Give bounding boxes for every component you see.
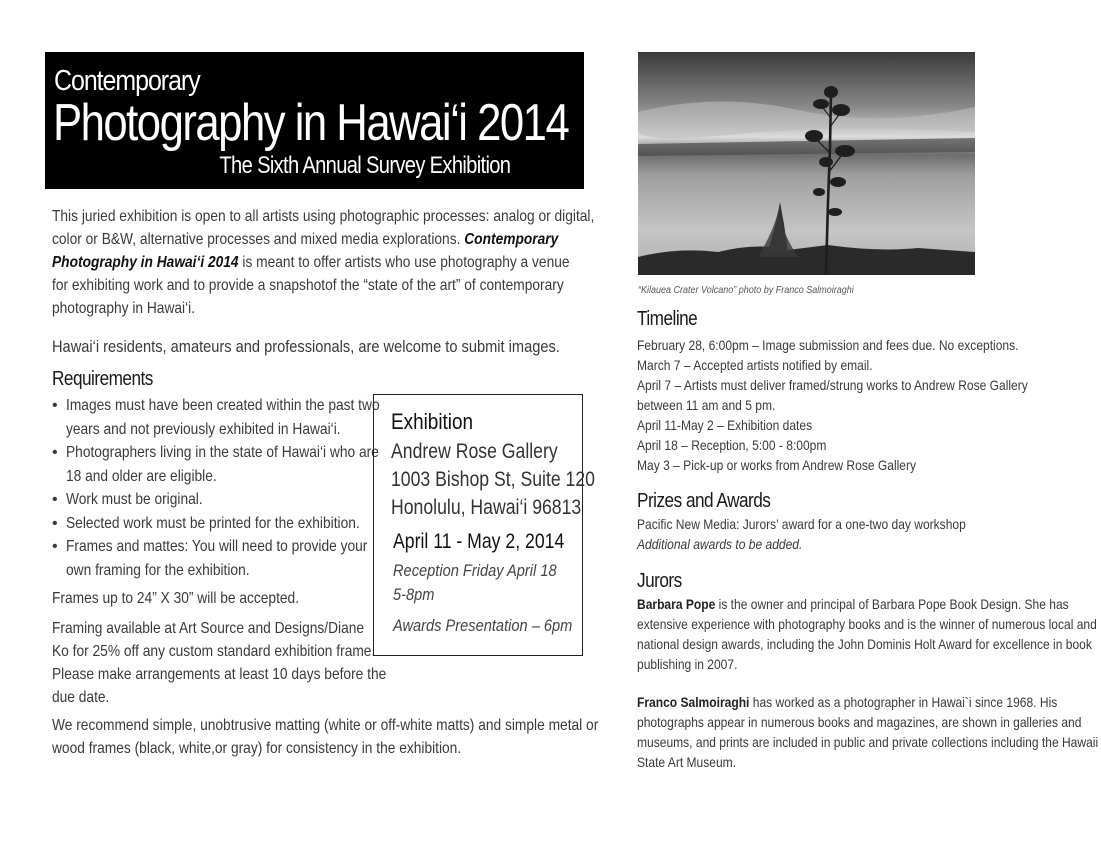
intro-line: for exhibiting work and to provide a snapshotof the “state of the art” of contemporary <box>52 277 564 294</box>
venue-city: Honolulu, Hawai‘i 96813 <box>391 496 582 519</box>
intro-line: Photography in Hawai‘i 2014 is meant to offer artists who use photography a venue <box>52 254 570 271</box>
jurors-heading: Jurors <box>637 570 682 592</box>
venue-address <box>391 438 634 522</box>
reception-line-2: 5-8pm <box>393 585 435 604</box>
juror-bio-pope: Barbara Pope is the owner and principal of Barbara Pope Book Design. She has extensive experience with photography books and is the winner of numerous local and national design awards, including the John Dominis Holt Award for excellence in book publishing in 2007. <box>637 596 1097 672</box>
residents-note: Hawai‘i residents, amateurs and professionals, are welcome to submit images. <box>52 337 560 356</box>
reception-line-1: Reception Friday April 18 <box>393 561 557 580</box>
list-item: • Images must have been created within the past two years and not previously exhibited in Hawai‘i. <box>52 394 372 441</box>
venue-name: Andrew Rose Gallery <box>391 440 558 463</box>
title-line-2: Photography in Hawai‘i 2014 <box>53 94 569 152</box>
photo-caption: “Kilauea Crater Volcano” photo by Franco Salmoiraghi <box>638 285 854 296</box>
intro-line: color or B&W, alternative processes and mixed media explorations. Contemporary <box>52 231 559 248</box>
timeline-item: April 7 – Artists must deliver framed/strung works to Andrew Rose Gallery <box>637 377 1028 393</box>
list-item: • Photographers living in the state of Hawai‘i who are 18 and older are eligible. <box>52 441 372 488</box>
title-line-1: Contemporary <box>54 65 200 97</box>
prizes-text: Pacific New Media: Jurors’ award for a one-two day workshop Additional awards to be added. <box>637 516 966 552</box>
timeline-item: March 7 – Accepted artists notified by email. <box>637 357 873 373</box>
venue-street: 1003 Bishop St, Suite 120 <box>391 468 595 491</box>
requirements-heading: Requirements <box>52 368 153 390</box>
timeline-list <box>637 335 1091 475</box>
timeline-item: between 11 am and 5 pm. <box>637 397 776 413</box>
frames-size-note: Frames up to 24” X 30” will be accepted. <box>52 590 300 607</box>
prizes-heading: Prizes and Awards <box>637 490 771 512</box>
exhibition-info-box <box>373 394 595 656</box>
intro-line: photography in Hawai‘i. <box>52 300 196 317</box>
list-item: • Frames and mattes: You will need to provide your own framing for the exhibition. <box>52 535 372 582</box>
timeline-item: May 3 – Pick-up or works from Andrew Rose Gallery <box>637 457 917 473</box>
requirements-list <box>52 394 380 582</box>
juror-bio-salmoiraghi: Franco Salmoiraghi has worked as a photographer in Hawai`i since 1968. His photographs appear in numerous books and magazines, are shown in galleries and museums, and prints are included in public and private collections including the Hawaii State Art Museum. <box>637 694 1099 770</box>
exhibition-heading: Exhibition <box>391 409 474 434</box>
recommendation-note: We recommend simple, unobtrusive matting (white or off-white matts) and simple metal or wood frames (black, white,or gray) for consistency in the exhibition. <box>52 717 599 757</box>
timeline-heading: Timeline <box>637 308 698 330</box>
intro-line: This juried exhibition is open to all artists using photographic processes: analog or digital, <box>52 208 595 225</box>
intro-paragraph <box>52 205 595 320</box>
list-item: • Selected work must be printed for the exhibition. <box>52 512 372 536</box>
volcano-photo <box>638 52 975 275</box>
exhibition-dates: April 11 - May 2, 2014 <box>393 530 565 553</box>
timeline-item: April 18 – Reception, 5:00 - 8:00pm <box>637 437 827 453</box>
timeline-item: April 11-May 2 – Exhibition dates <box>637 417 813 433</box>
awards-presentation: Awards Presentation – 6pm <box>393 616 573 635</box>
framing-note: Framing available at Art Source and Designs/Diane Ko for 25% off any custom standard exhibition frame. Please make arrangements at least 10 days before the due date. <box>52 620 387 706</box>
list-item: • Work must be original. <box>52 488 372 512</box>
timeline-item: February 28, 6:00pm – Image submission and fees due. No exceptions. <box>637 337 1019 353</box>
title-banner <box>45 52 584 189</box>
subtitle: The Sixth Annual Survey Exhibition <box>219 152 510 179</box>
